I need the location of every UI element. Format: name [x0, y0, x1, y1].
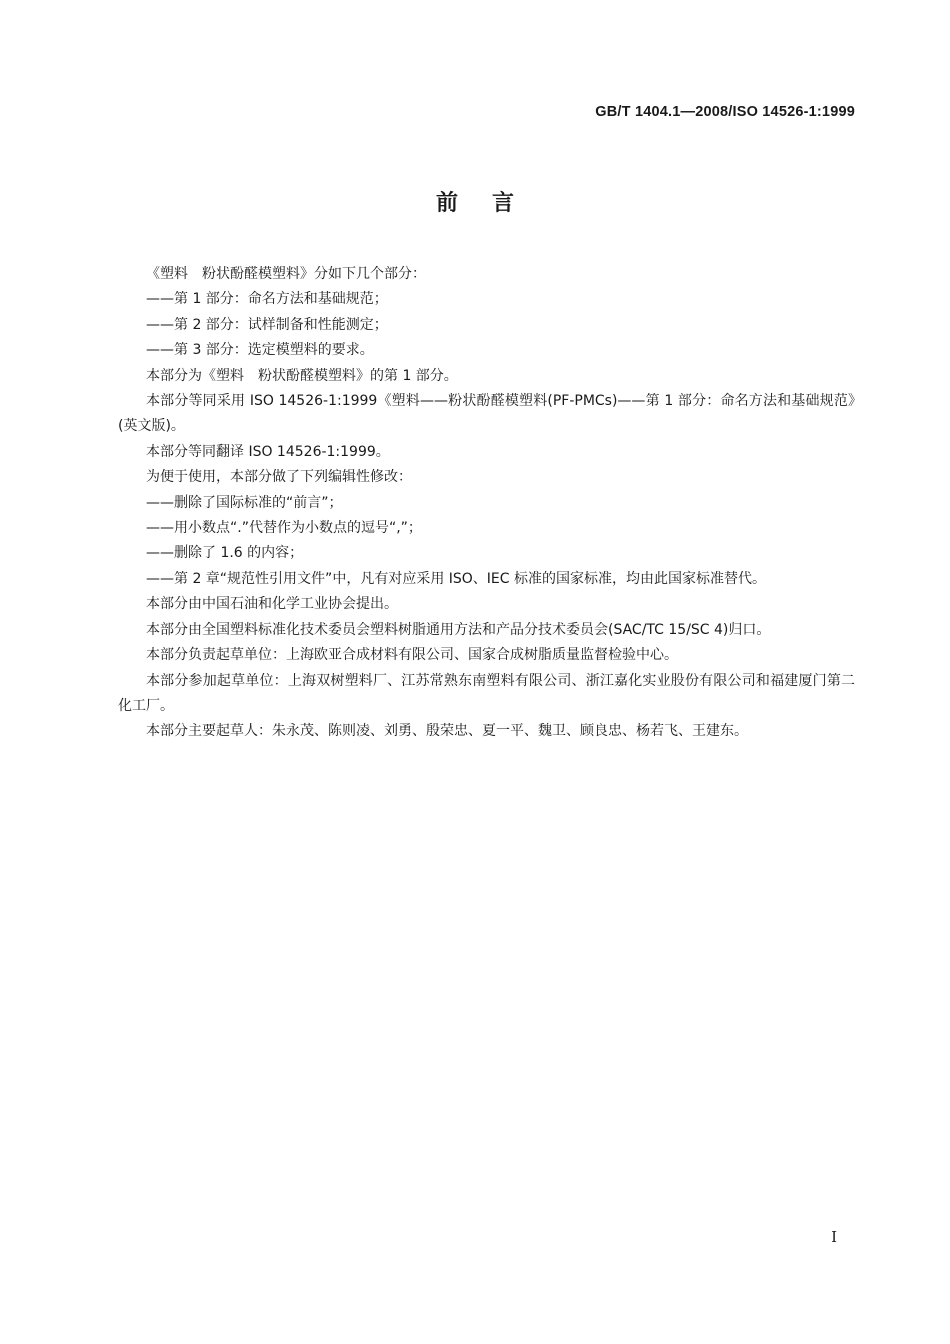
paragraph-edits-intro: 为便于使用，本部分做了下列编辑性修改： — [146, 469, 412, 486]
foreword-body — [118, 262, 855, 745]
page-title: 前言 — [435, 191, 548, 216]
list-item-edit-1: ——删除了国际标准的“前言”； — [146, 494, 343, 511]
list-item-part-1: ——第 1 部分：命名方法和基础规范； — [146, 291, 388, 308]
list-item-part-2: ——第 2 部分：试样制备和性能测定； — [146, 316, 388, 333]
paragraph-proposed-by: 本部分由中国石油和化学工业协会提出。 — [146, 596, 398, 613]
list-item-part-3: ——第 3 部分：选定模塑料的要求。 — [146, 342, 374, 359]
paragraph-translation: 本部分等同翻译 ISO 14526-1:1999。 — [146, 443, 390, 460]
standard-number: GB/T 1404.1—2008/ISO 14526-1:1999 — [595, 104, 855, 120]
list-item-edit-2: ——用小数点“.”代替作为小数点的逗号“,”； — [146, 520, 422, 537]
paragraph-drafting-unit: 本部分负责起草单位：上海欧亚合成材料有限公司、国家合成树脂质量监督检验中心。 — [146, 647, 678, 664]
list-item-edit-4: ——第 2 章“规范性引用文件”中，凡有对应采用 ISO、IEC 标准的国家标准，均由此国家标准替代。 — [146, 570, 766, 587]
list-item-edit-3: ——删除了 1.6 的内容； — [146, 545, 304, 562]
paragraph-this-part: 本部分为《塑料 粉状酚醛模塑料》的第 1 部分。 — [146, 367, 458, 384]
page-number: I — [831, 1228, 837, 1246]
paragraph-participating-units: 本部分参加起草单位：上海双树塑料厂、江苏常熟东南塑料有限公司、浙江嘉化实业股份有限公司和福建厦门第二化工厂。 — [118, 672, 855, 714]
paragraph-centralized-by: 本部分由全国塑料标准化技术委员会塑料树脂通用方法和产品分技术委员会(SAC/TC 15/SC 4)归口。 — [146, 621, 771, 638]
paragraph-drafters: 本部分主要起草人：朱永茂、陈则凌、刘勇、殷荣忠、夏一平、魏卫、顾良忠、杨若飞、王建东。 — [146, 723, 748, 740]
paragraph-adoption: 本部分等同采用 ISO 14526-1:1999《塑料——粉状酚醛模塑料(PF-PMCs)——第 1 部分：命名方法和基础规范》(英文版)。 — [118, 393, 855, 435]
paragraph-parts-intro: 《塑料 粉状酚醛模塑料》分如下几个部分： — [146, 266, 426, 282]
